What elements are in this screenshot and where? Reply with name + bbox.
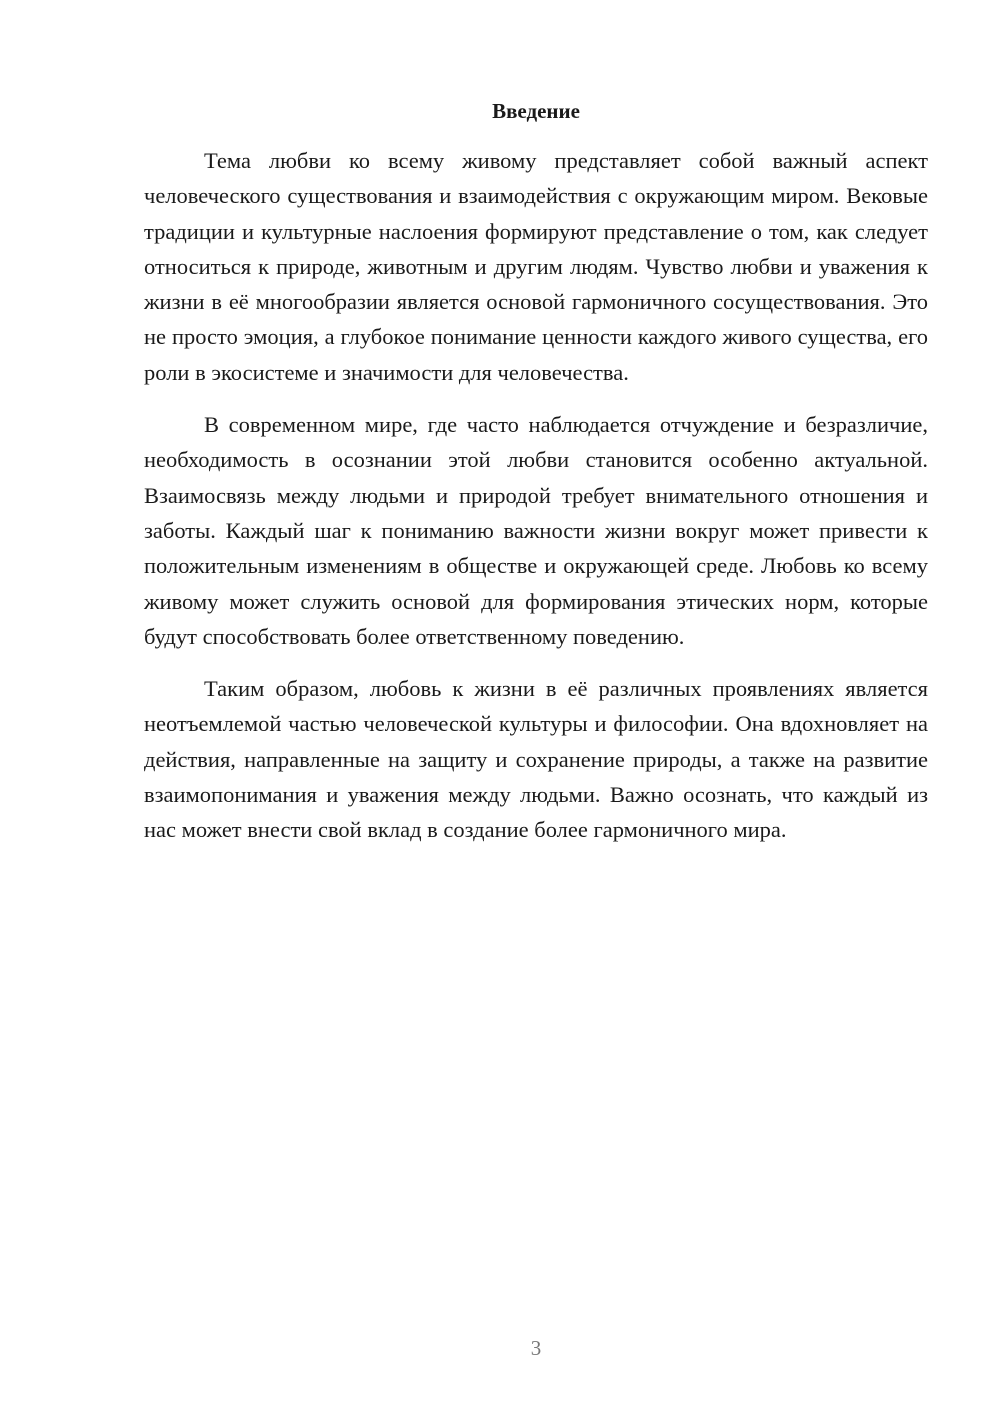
section-title: Введение xyxy=(492,99,580,123)
paragraph-3: Таким образом, любовь к жизни в её различных проявлениях является неотъемлемой частью человеческой культуры и философии. Она вдохновляет на действия, направленные на защиту и сохранение природы, а также на развитие взаимопонимания и уважения между людьми. Важно осознать, что каждый из нас может внести свой вклад в создание более гармоничного мира. xyxy=(144,676,928,843)
page-number: 3 xyxy=(530,1336,542,1360)
paragraph-2: В современном мире, где часто наблюдается отчуждение и безразличие, необходимость в осознании этой любви становится особенно актуальной. Взаимосвязь между людьми и природой требует внимательного отношения и заботы. Каждый шаг к пониманию важности жизни вокруг может привести к положительным изменениям в обществе и окружающей среде. Любовь ко всему живому может служить основой для формирования этических норм, которые будут способствовать более ответственному поведению. xyxy=(144,412,928,649)
paragraph-1: Тема любви ко всему живому представляет собой важный аспект человеческого существования и взаимодействия с окружающим миром. Вековые традиции и культурные наслоения формируют представление о том, как следует относиться к природе, животным и другим людям. Чувство любви и уважения к жизни в её многообразии является основой гармоничного сосуществования. Это не просто эмоция, а глубокое понимание ценности каждого живого существа, его роли в экосистеме и значимости для человечества. xyxy=(144,148,928,385)
document-body xyxy=(144,143,928,865)
